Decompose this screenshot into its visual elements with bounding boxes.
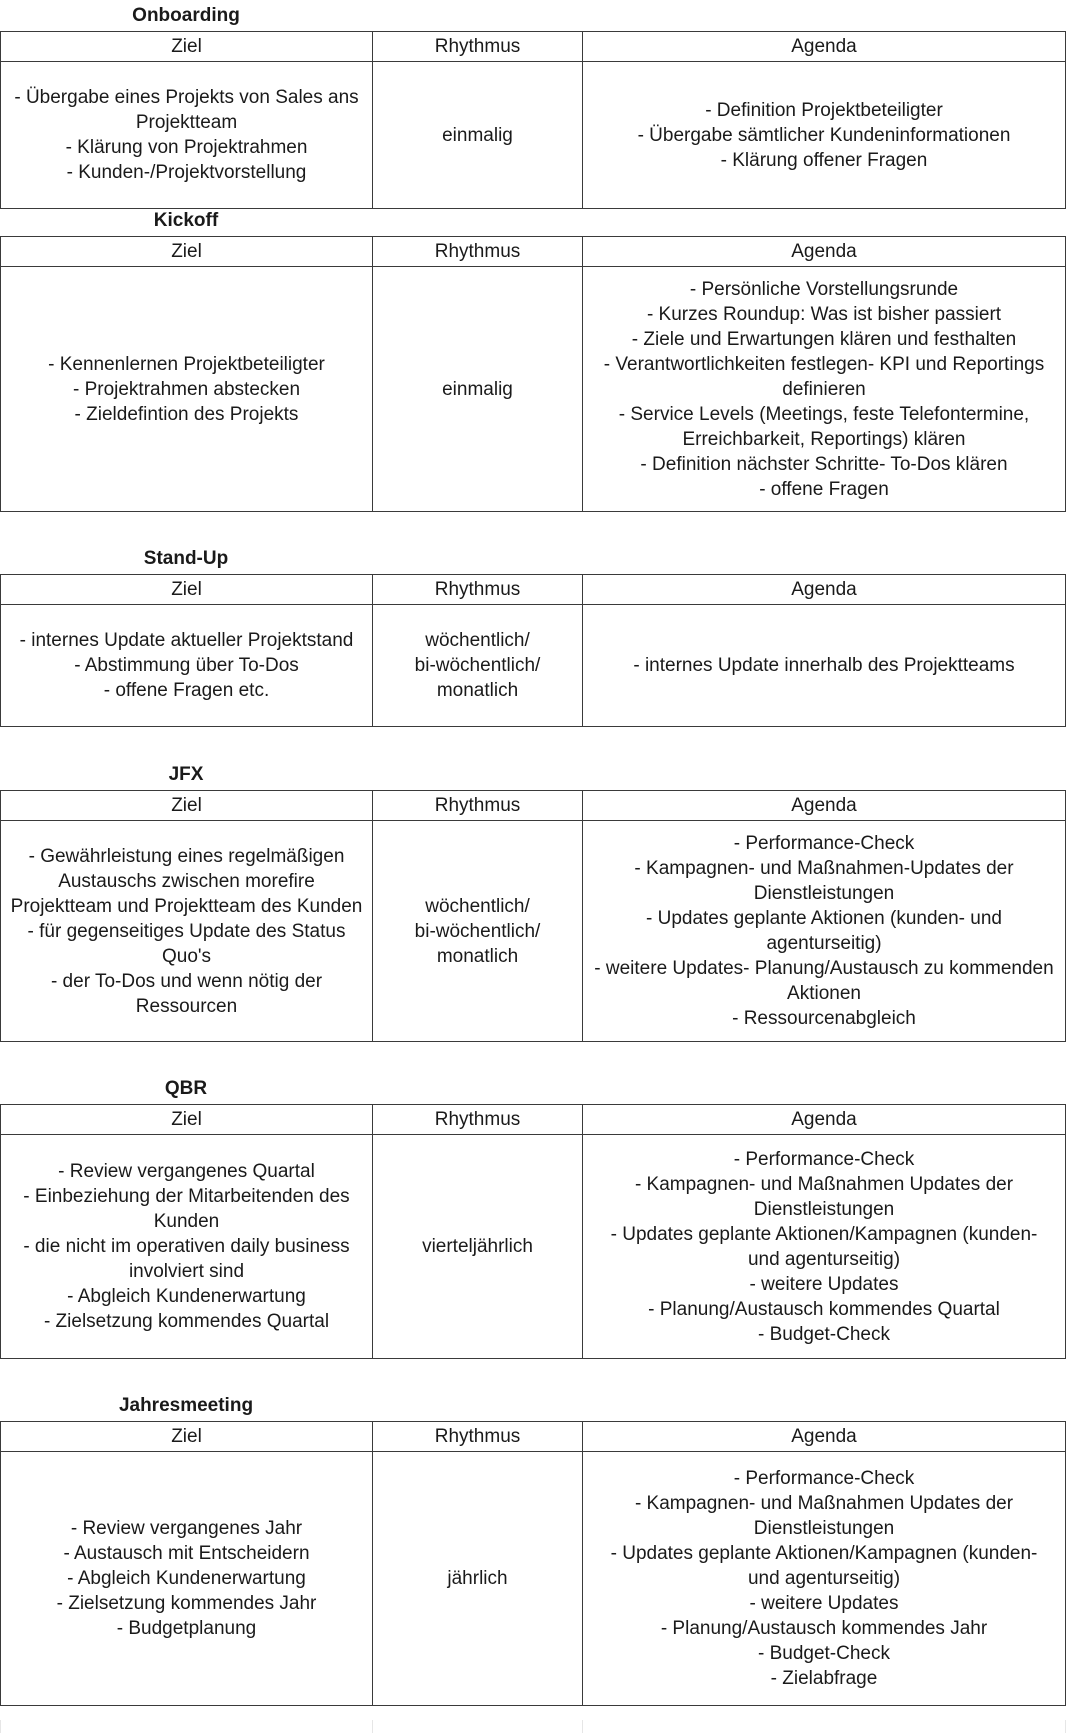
ziel-line: - Zielsetzung kommendes Quartal [43,1311,330,1332]
sheet-gridline [582,1720,583,1733]
rhythmus-line: einmalig [442,124,513,146]
agenda-line: - Kurzes Roundup: Was ist bisher passiert [646,303,1002,325]
rhythmus-lines [377,1566,578,1591]
agenda-line: agenturseitig) [766,933,882,954]
meeting-table-kickoff [0,236,1066,512]
section-title-kickoff: Kickoff [153,210,219,231]
agenda-line: - weitere Updates [749,1593,899,1614]
ziel-line: - Gewährleistung eines regelmäßigen [28,845,345,867]
column-header-ziel: Ziel [1,1105,373,1135]
table-row [1,605,1066,727]
column-header-agenda: Agenda [583,791,1066,821]
table-row [1,1135,1066,1359]
column-header-rhythmus: Rhythmus [373,1422,583,1452]
meeting-table-jahresmeeting [0,1421,1066,1706]
rhythmus-lines [377,894,578,969]
ziel-line: - Budgetplanung [116,1618,257,1639]
rhythmus-lines [377,1234,578,1259]
rhythmus-line: monatlich [436,945,519,967]
sheet-gridline [1065,1720,1066,1733]
ziel-line: - Zieldefintion des Projekts [74,403,299,425]
agenda-line: - Definition Projektbeteiligter [705,99,943,121]
agenda-line: - Performance-Check [733,833,915,854]
agenda-line: - Verantwortlichkeiten festlegen- KPI und Reportings [603,353,1045,375]
cell-agenda [583,1452,1066,1706]
agenda-line: - Budget-Check [757,1643,890,1664]
agenda-line: - Updates geplante Aktionen (kunden- und [646,908,1002,929]
column-header-rhythmus: Rhythmus [373,575,583,605]
cell-ziel [1,821,373,1042]
cell-rhythmus [373,62,583,209]
cell-ziel [1,62,373,209]
cell-ziel [1,1135,373,1359]
agenda-line: - Übergabe sämtlicher Kundeninformationen [637,124,1011,146]
column-header-rhythmus: Rhythmus [373,791,583,821]
column-header-ziel: Ziel [1,575,373,605]
ziel-line: - Review vergangenes Quartal [58,1161,315,1182]
column-header-agenda: Agenda [583,1422,1066,1452]
ziel-line: involviert sind [128,1261,245,1282]
agenda-line: - Budget-Check [757,1323,890,1345]
ziel-line: - Abgleich Kundenerwartung [67,1568,306,1589]
column-header-agenda: Agenda [583,1105,1066,1135]
ziel-line: - Austausch mit Entscheidern [63,1543,310,1564]
ziel-line: - Klärung von Projektrahmen [65,137,308,158]
agenda-line: - Ziele und Erwartungen klären und festhalten [631,328,1017,350]
ziel-lines [5,1159,368,1334]
agenda-line: - Persönliche Vorstellungsrunde [689,278,959,300]
rhythmus-line: bi-wöchentlich/ [414,920,541,942]
column-header-rhythmus: Rhythmus [373,237,583,267]
ziel-line: - für gegenseitiges Update des Status [27,920,346,942]
ziel-line: - offene Fragen etc. [103,680,270,701]
table-row [1,1452,1066,1706]
ziel-line: - Übergabe eines Projekts von Sales ans [14,87,359,108]
agenda-lines [587,277,1061,502]
rhythmus-line: wöchentlich/ [425,895,530,917]
agenda-line: - Zielabfrage [770,1668,878,1689]
agenda-line: - Performance-Check [733,1148,915,1170]
cell-rhythmus [373,821,583,1042]
meeting-table-onboarding [0,31,1066,209]
section-title-jfx: JFX [168,764,204,785]
agenda-line: Erreichbarkeit, Reportings) klären [682,428,966,450]
rhythmus-line: einmalig [442,378,513,400]
ziel-line: Austauschs zwischen morefire [58,870,315,892]
rhythmus-line: monatlich [436,680,519,701]
agenda-line: - Kampagnen- und Maßnahmen Updates der [634,1493,1014,1514]
column-header-rhythmus: Rhythmus [373,1105,583,1135]
rhythmus-line: vierteljährlich [422,1236,533,1257]
cell-agenda [583,605,1066,727]
ziel-line: - internes Update aktueller Projektstand [19,630,354,651]
rhythmus-line: wöchentlich/ [425,630,530,651]
section-title-jahresmeeting: Jahresmeeting [118,1395,254,1416]
sheet-gridline [372,1720,373,1733]
ziel-line: - die nicht im operativen daily business [23,1236,350,1257]
section-title-qbr: QBR [164,1078,208,1099]
ziel-line: - Abstimmung über To-Dos [74,655,299,676]
ziel-line: - Abgleich Kundenerwartung [67,1286,306,1307]
column-header-agenda: Agenda [583,575,1066,605]
cell-rhythmus [373,267,583,512]
column-header-ziel: Ziel [1,32,373,62]
cell-agenda [583,62,1066,209]
ziel-line: - Kennenlernen Projektbeteiligter [48,353,325,375]
agenda-line: und agenturseitig) [747,1568,901,1589]
agenda-line: - Ressourcenabgleich [732,1008,916,1029]
agenda-line: - internes Update innerhalb des Projektteams [633,655,1015,676]
agenda-line: - Planung/Austausch kommendes Jahr [660,1618,988,1639]
meeting-table-qbr [0,1104,1066,1359]
cell-ziel [1,1452,373,1706]
section-title-onboarding: Onboarding [132,5,240,26]
agenda-line: - Updates geplante Aktionen/Kampagnen (kunden- [610,1223,1038,1245]
ziel-line: - Review vergangenes Jahr [70,1518,303,1539]
agenda-line: Dienstleistungen [753,1518,895,1539]
meeting-table-stand-up [0,574,1066,727]
agenda-line: Dienstleistungen [753,883,895,904]
cell-ziel [1,267,373,512]
rhythmus-lines [377,628,578,703]
table-header-row [1,32,1066,62]
column-header-agenda: Agenda [583,32,1066,62]
column-header-rhythmus: Rhythmus [373,32,583,62]
agenda-line: Aktionen [787,983,861,1004]
ziel-line: Kunden [153,1211,220,1232]
rhythmus-line: bi-wöchentlich/ [414,655,541,676]
ziel-lines [5,628,368,703]
ziel-line: Ressourcen [135,995,238,1017]
agenda-line: - Klärung offener Fragen [720,149,928,171]
agenda-line: - Service Levels (Meetings, feste Telefontermine, [618,403,1030,425]
agenda-lines [587,653,1061,678]
agenda-lines [587,98,1061,173]
column-header-agenda: Agenda [583,237,1066,267]
ziel-line: Projektteam [135,112,238,133]
table-header-row [1,1422,1066,1452]
section-title-stand-up: Stand-Up [143,548,229,569]
ziel-lines [5,85,368,185]
cell-agenda [583,1135,1066,1359]
ziel-lines [5,352,368,427]
ziel-line: - Kunden-/Projektvorstellung [66,162,307,183]
ziel-line: - der To-Dos und wenn nötig der [50,970,323,992]
agenda-line: - Kampagnen- und Maßnahmen Updates der [634,1173,1014,1195]
rhythmus-lines [377,377,578,402]
table-header-row [1,237,1066,267]
agenda-line: - Performance-Check [733,1468,915,1489]
agenda-lines [587,831,1061,1031]
ziel-line: Quo's [161,945,212,967]
sheet-gridline [0,1720,1,1733]
rhythmus-line: jährlich [447,1568,508,1589]
ziel-line: - Projektrahmen abstecken [72,378,301,400]
agenda-lines [587,1466,1061,1691]
cell-ziel [1,605,373,727]
ziel-line: - Einbeziehung der Mitarbeitenden des [23,1186,350,1207]
agenda-line: - Kampagnen- und Maßnahmen-Updates der [634,858,1014,879]
ziel-line: - Zielsetzung kommendes Jahr [56,1593,317,1614]
agenda-line: - Definition nächster Schritte- To-Dos klären [640,453,1008,475]
agenda-lines [587,1147,1061,1347]
table-header-row [1,1105,1066,1135]
cell-rhythmus [373,605,583,727]
agenda-line: - Planung/Austausch kommendes Quartal [648,1298,1000,1320]
table-row [1,267,1066,512]
table-header-row [1,575,1066,605]
column-header-ziel: Ziel [1,791,373,821]
meeting-table-jfx [0,790,1066,1042]
agenda-line: Dienstleistungen [753,1198,895,1220]
ziel-lines [5,1516,368,1641]
column-header-ziel: Ziel [1,237,373,267]
agenda-line: - Updates geplante Aktionen/Kampagnen (kunden- [610,1543,1038,1564]
cell-rhythmus [373,1135,583,1359]
agenda-line: - weitere Updates [749,1273,899,1295]
agenda-line: und agenturseitig) [747,1248,901,1270]
agenda-line: - weitere Updates- Planung/Austausch zu kommenden [594,958,1054,979]
ziel-line: Projektteam und Projektteam des Kunden [10,895,363,917]
cell-rhythmus [373,1452,583,1706]
table-header-row [1,791,1066,821]
table-row [1,62,1066,209]
cell-agenda [583,267,1066,512]
agenda-line: - offene Fragen [759,478,889,500]
table-row [1,821,1066,1042]
rhythmus-lines [377,123,578,148]
column-header-ziel: Ziel [1,1422,373,1452]
cell-agenda [583,821,1066,1042]
agenda-line: definieren [782,378,866,400]
ziel-lines [5,844,368,1019]
